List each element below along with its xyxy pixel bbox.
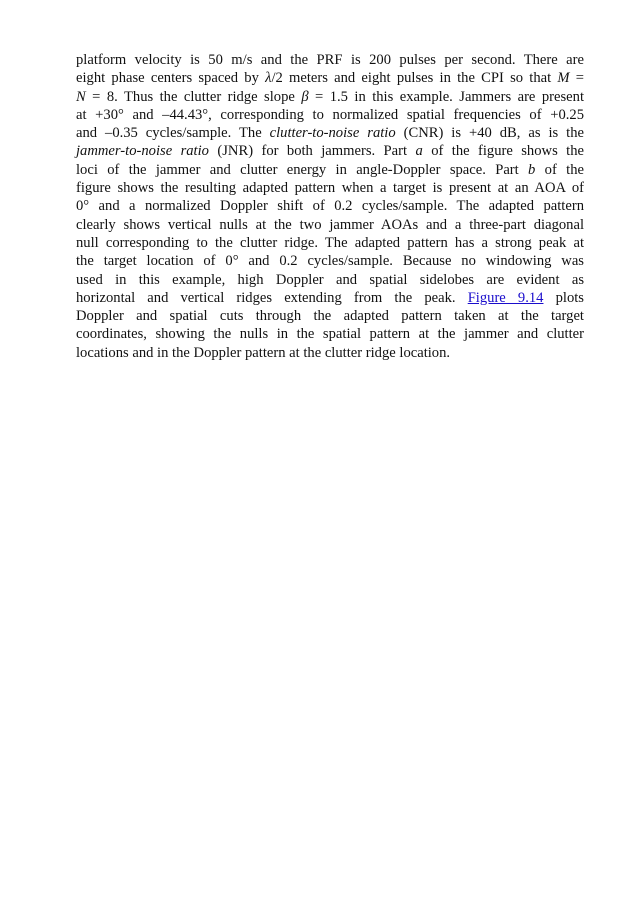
text-segment: Doppler and spatial cuts through the adapted pattern taken at the target [76,308,584,325]
text-segment: at +30° and –44.43°, corresponding to normalized spatial frequencies of +0.25 [76,106,584,123]
beta-symbol: β [301,88,309,105]
text-segment: clearly shows vertical nulls at the two jammer AOAs and a three-part diagonal [76,216,584,233]
text-segment: /2 meters and eight pulses in the CPI so that [271,70,558,87]
text-segment: used in this example, high Doppler and spatial sidelobes are evident as [76,271,584,288]
text-segment: (CNR) is +40 dB, as is the [395,125,584,142]
text-segment: the target location of 0° and 0.2 cycles/sample. Because no windowing was [76,253,584,270]
body-paragraph [76,51,584,362]
part-b-label: b [528,161,536,178]
paragraph-line-9 [76,197,584,215]
text-segment: eight phase centers spaced by [76,70,266,87]
paragraph-line-13 [76,271,584,289]
text-segment: (JNR) for both jammers. Part [208,143,416,160]
paragraph-line-1 [76,51,584,69]
text-segment: = [569,70,584,87]
paragraph-line-11 [76,234,584,252]
text-segment: = 8. Thus the clutter ridge slope [85,88,302,105]
text-segment: horizontal and vertical ridges extending from the peak. [76,289,468,306]
paragraph-line-10 [76,216,584,234]
paragraph-line-6 [76,142,584,160]
variable-m: M [557,70,570,87]
text-segment: null corresponding to the clutter ridge. The adapted pattern has a strong peak at [76,234,584,251]
paragraph-line-12 [76,252,584,270]
part-a-label: a [415,143,423,160]
variable-n: N [76,88,86,105]
text-segment: of the [535,161,584,178]
text-segment: coordinates, showing the nulls in the spatial pattern at the jammer and clutter [76,326,584,343]
paragraph-line-8 [76,179,584,197]
paragraph-line-15 [76,307,584,325]
text-segment: 0° and a normalized Doppler shift of 0.2 cycles/sample. The adapted pattern [76,198,584,215]
text-segment: locations and in the Doppler pattern at the clutter ridge location. [76,344,451,361]
paragraph-line-4 [76,106,584,124]
text-segment: plots [543,289,584,306]
paragraph-line-5 [76,124,584,142]
paragraph-line-7 [76,161,584,179]
cnr-term: clutter-to-noise ratio [269,125,396,142]
text-segment: platform velocity is 50 m/s and the PRF is 200 pulses per second. There are [76,52,584,68]
figure-9-14-link[interactable]: Figure 9.14 [467,289,544,306]
text-segment: figure shows the resulting adapted pattern when a target is present at an AOA of [76,180,584,197]
text-segment: of the figure shows the [422,143,584,160]
lambda-symbol: λ [265,70,272,87]
text-segment: and –0.35 cycles/sample. The [76,125,270,142]
paragraph-line-3 [76,88,584,106]
text-segment: = 1.5 in this example. Jammers are present [308,88,584,105]
jnr-term: jammer-to-noise ratio [76,143,209,160]
paragraph-line-16 [76,325,584,343]
paragraph-line-17 [76,344,584,362]
paragraph-line-14 [76,289,584,307]
paragraph-line-2 [76,69,584,87]
text-segment: loci of the jammer and clutter energy in angle-Doppler space. Part [76,161,529,178]
